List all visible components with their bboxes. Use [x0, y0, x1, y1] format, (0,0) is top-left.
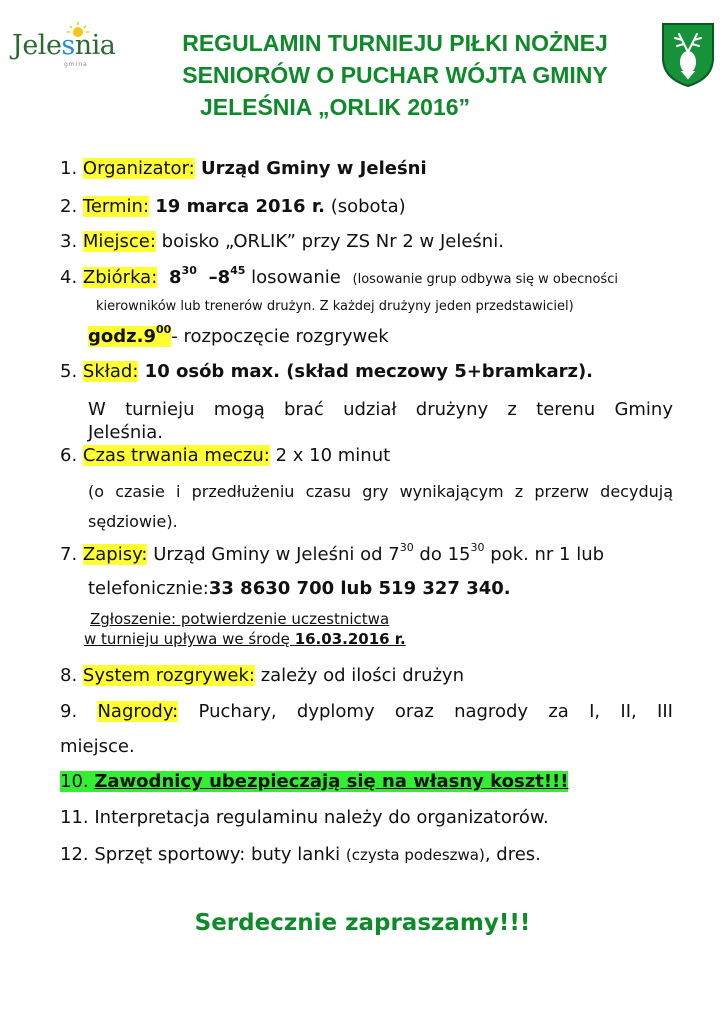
squad-note: W turnieju mogą brać udział drużyny z terenu Gminy [88, 399, 673, 420]
list-item-date: 2. Termin: 19 marca 2016 r. (sobota) [60, 196, 406, 217]
logo-subtitle: gmina [64, 61, 88, 68]
start-time: $godz.9^{00}-$ rozpoczęcie rozgrywek [88, 323, 389, 347]
list-item-gathering: 4. Zbiórka: $8^{30}$ $-8^{45}$ losowanie (losowanie grup odbywa się w obecności [60, 264, 618, 288]
list-item-organizer: 1. Organizator: Urząd Gminy w Jeleśni [60, 158, 427, 179]
list-item-equipment: 12. Sprzęt sportowy: buty lanki (czysta podeszwa), dres. [60, 844, 541, 865]
logo-text: Jelesnia [12, 30, 116, 61]
squad-note-2: Jeleśnia. [88, 422, 163, 443]
list-item-prizes: 9. Nagrody: Puchary, dyplomy oraz nagrody za I, II, III [60, 701, 673, 722]
duration-note-2: sędziowie). [88, 512, 178, 531]
confirmation-note: Zgłoszenie: potwierdzenie uczestnictwa [90, 610, 390, 628]
page-title: REGULAMIN TURNIEJU PIŁKI NOŻNEJ SENIORÓW O PUCHAR WÓJTA GMINY JELEŚNIA „ORLIK 2016” [182, 30, 608, 120]
confirmation-note-2: w turnieju upływa we środę 16.03.2016 r. [84, 630, 406, 648]
list-item-interpretation: 11. Interpretacja regulaminu należy do organizatorów. [60, 807, 549, 828]
duration-note: (o czasie i przedłużeniu czasu gry wynikającym z przerw decydują [88, 482, 673, 501]
deer-crest-icon [661, 22, 715, 88]
invitation-footer: Serdecznie zapraszamy!!! [194, 910, 531, 936]
registration-phone: telefonicznie:33 8630 700 lub 519 327 340. [88, 578, 511, 599]
list-item-squad: 5. Skład: 10 osób max. (skład meczowy 5+bramkarz). [60, 361, 594, 382]
list-item-duration: 6. Czas trwania meczu: 2 x 10 minut [60, 445, 391, 466]
list-item-place: 3. Miejsce: boisko „ORLIK” przy ZS Nr 2 w Jeleśni. [60, 231, 504, 252]
gathering-note: kierowników lub trenerów drużyn. Z każdej drużyny jeden przedstawiciel) [96, 299, 574, 314]
list-item-insurance: 10. Zawodnicy ubezpieczają się na własny koszt!!! [60, 771, 569, 792]
list-item-registration: 7. Zapisy: Urząd Gminy w Jeleśni od $7^{30}$ do $15^{30}$ pok. nr 1 lub [60, 541, 605, 565]
prizes-note: miejsce. [60, 736, 135, 757]
list-item-system: 8. System rozgrywek: zależy od ilości drużyn [60, 665, 464, 686]
